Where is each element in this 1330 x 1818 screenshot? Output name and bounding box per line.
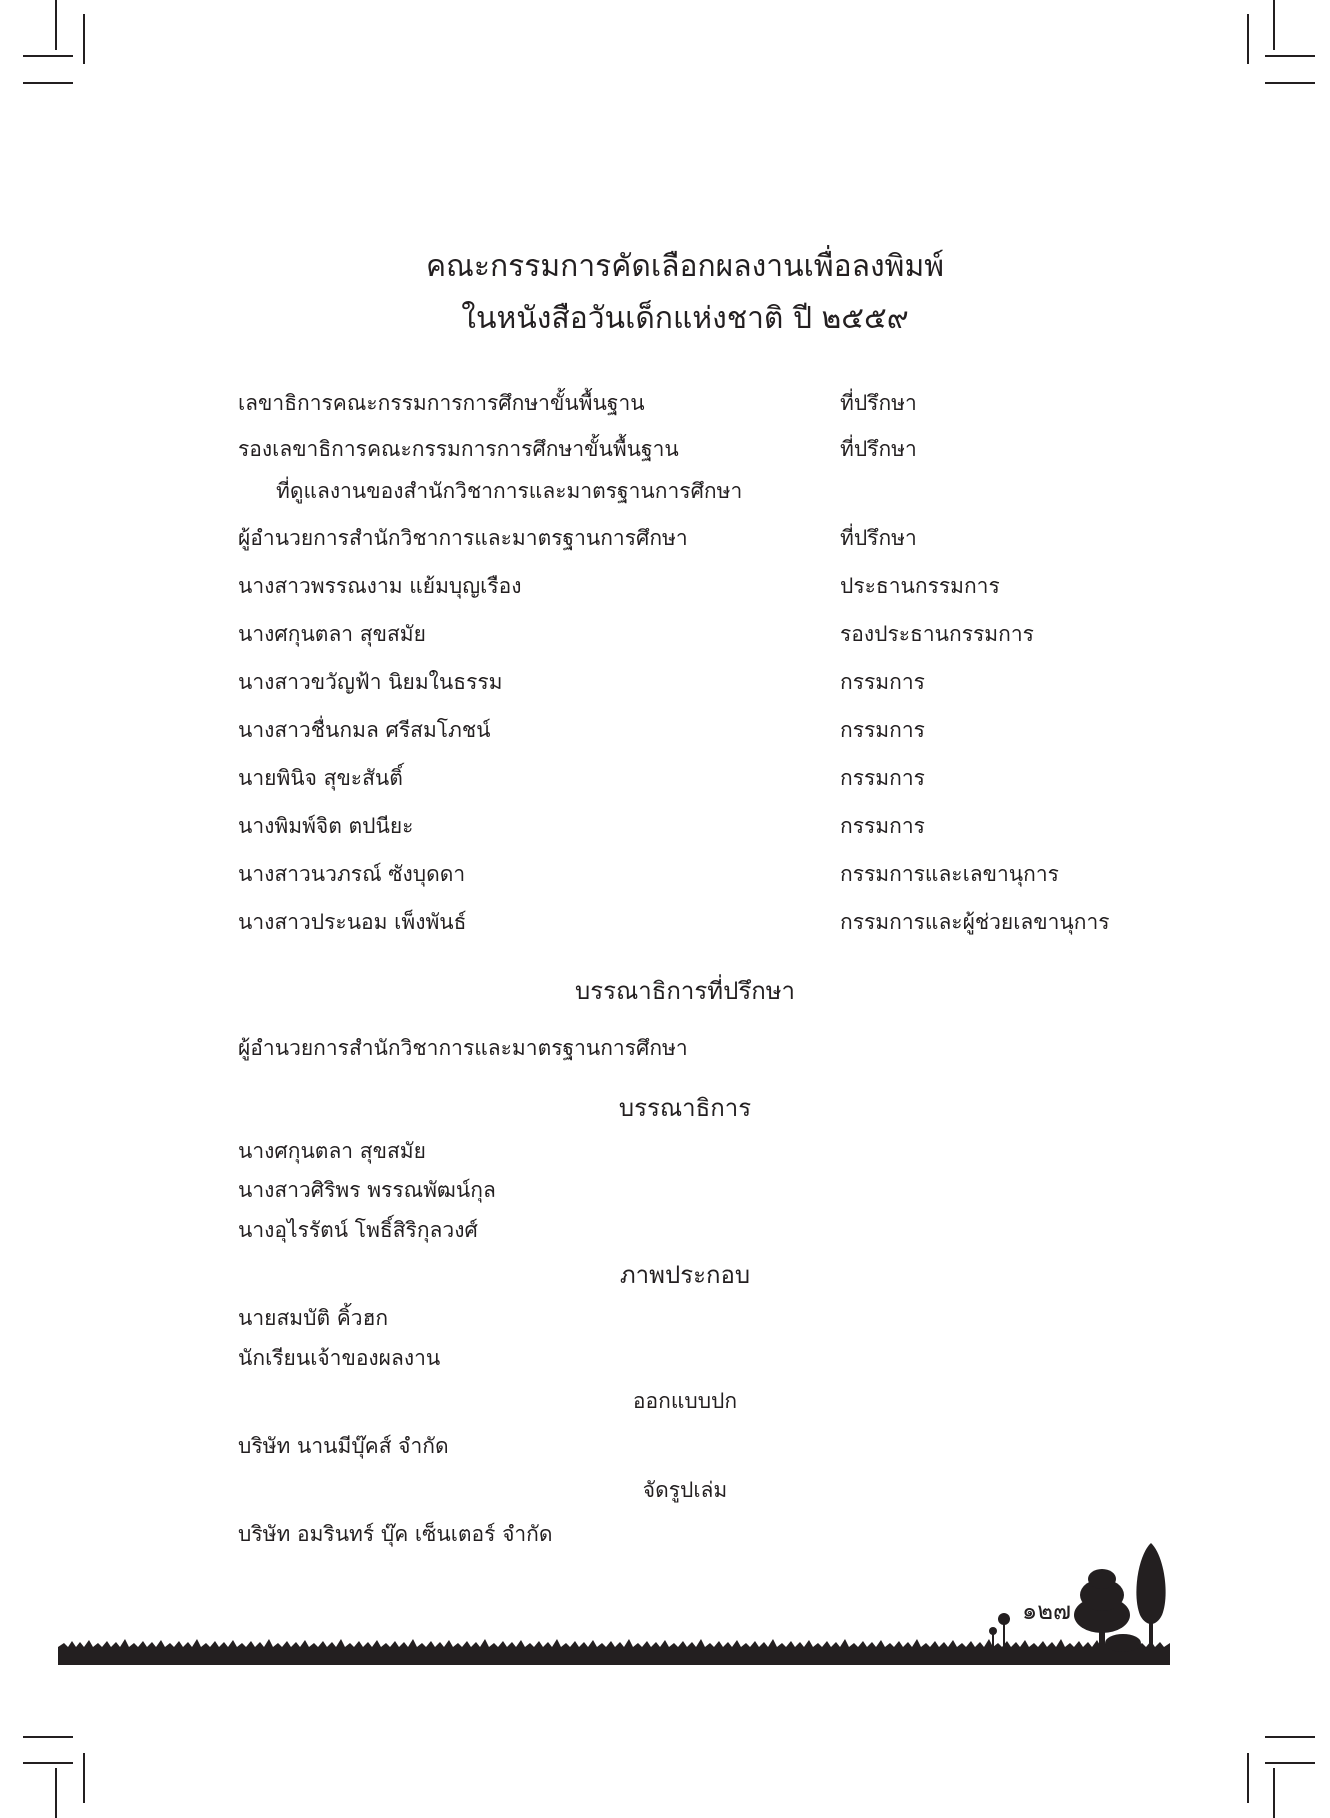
crop-mark: [55, 1768, 57, 1818]
member-role: ที่ปรึกษา: [840, 526, 917, 550]
page-subtitle: ในหนังสือวันเด็กแห่งชาติ ปี ๒๕๕๙: [461, 301, 909, 336]
editorial-advisor-name: ผู้อำนวยการสำนักวิชาการและมาตรฐานการศึกษา: [238, 1036, 688, 1060]
crop-mark: [83, 1753, 85, 1803]
crop-mark: [23, 1736, 73, 1738]
committee-row: [238, 857, 1138, 891]
member-role: ประธานกรรมการ: [840, 574, 1000, 598]
crop-mark: [1265, 1762, 1315, 1764]
member-role: กรรมการและเลขานุการ: [840, 862, 1059, 886]
member-name: ผู้อำนวยการสำนักวิชาการและมาตรฐานการศึกษา: [238, 526, 688, 550]
member-name: เลขาธิการคณะกรรมการการศึกษาขั้นพื้นฐาน: [238, 391, 645, 415]
member-name: นางศกุนตลา สุขสมัย: [238, 622, 426, 646]
crop-mark: [1247, 14, 1249, 64]
member-role: กรรมการ: [840, 670, 925, 694]
committee-row-continuation: [238, 474, 1138, 508]
crop-mark: [23, 1762, 73, 1764]
crop-mark: [83, 14, 85, 64]
bush-icon: [1105, 1634, 1141, 1652]
section-heading-cover-design: ออกแบบปก: [632, 1389, 738, 1413]
member-name: นางสาวนวภรณ์ ซังบุดดา: [238, 862, 466, 886]
crop-mark: [23, 55, 73, 57]
committee-row: [238, 617, 1138, 651]
illustrator-name: นายสมบัติ คิ้วฮก: [238, 1306, 389, 1330]
editor-name: นางศกุนตลา สุขสมัย: [238, 1139, 426, 1163]
member-name: รองเลขาธิการคณะกรรมการการศึกษาขั้นพื้นฐาน: [238, 437, 679, 461]
crop-mark: [23, 82, 73, 84]
member-role: กรรมการและผู้ช่วยเลขานุการ: [840, 910, 1110, 934]
committee-row: [238, 665, 1138, 699]
crop-mark: [1265, 1736, 1315, 1738]
committee-row: [238, 569, 1138, 603]
committee-row: [238, 713, 1138, 747]
member-name: นางพิมพ์จิต ตปนียะ: [238, 814, 414, 838]
layout-company-name: บริษัท อมรินทร์ บุ๊ค เซ็นเตอร์ จำกัด: [238, 1522, 553, 1546]
section-heading-editorial-advisor: บรรณาธิการที่ปรึกษา: [574, 977, 796, 1005]
member-name: ที่ดูแลงานของสำนักวิชาการและมาตรฐานการศึกษา: [276, 479, 743, 503]
member-role: รองประธานกรรมการ: [840, 622, 1034, 646]
member-role: กรรมการ: [840, 766, 925, 790]
crop-mark: [1273, 0, 1275, 50]
committee-row: [238, 905, 1138, 939]
crop-mark: [1247, 1753, 1249, 1803]
committee-row: [238, 432, 1138, 466]
cover-designer-name: บริษัท นานมีบุ๊คส์ จำกัด: [238, 1434, 449, 1458]
committee-row: [238, 809, 1138, 843]
crop-mark: [1265, 82, 1315, 84]
crop-mark: [55, 0, 57, 50]
member-name: นางสาวขวัญฟ้า นิยมในธรรม: [238, 670, 503, 694]
crop-mark: [1265, 55, 1315, 57]
section-heading-illustration: ภาพประกอบ: [619, 1261, 751, 1289]
committee-row: [238, 521, 1138, 555]
member-name: นายพินิจ สุขะสันติ์: [238, 766, 403, 790]
member-role: ที่ปรึกษา: [840, 391, 917, 415]
member-name: นางสาวประนอม เพ็งพันธ์: [238, 910, 467, 934]
illustrator-name: นักเรียนเจ้าของผลงาน: [238, 1346, 441, 1370]
editor-name: นางสาวศิริพร พรรณพัฒน์กุล: [238, 1178, 496, 1202]
tall-tree-icon: [1136, 1543, 1165, 1647]
page-title: คณะกรรมการคัดเลือกผลงานเพื่อลงพิมพ์: [425, 249, 945, 284]
committee-row: [238, 761, 1138, 795]
section-heading-layout: จัดรูปเล่ม: [642, 1478, 728, 1502]
editor-name: นางอุไรรัตน์ โพธิ์สิริกุลวงศ์: [238, 1218, 478, 1242]
member-role: กรรมการ: [840, 718, 925, 742]
crop-mark: [1273, 1768, 1275, 1818]
committee-row: [238, 386, 1138, 420]
member-role: กรรมการ: [840, 814, 925, 838]
member-role: ที่ปรึกษา: [840, 437, 917, 461]
member-name: นางสาวพรรณงาม แย้มบุญเรือง: [238, 574, 522, 598]
page-number: ๑๒๗: [1022, 1597, 1072, 1625]
member-name: นางสาวชื่นกมล ศรีสมโภชน์: [238, 718, 491, 742]
section-heading-editors: บรรณาธิการ: [618, 1094, 752, 1122]
footer-grass-trees-icon: [58, 1535, 1170, 1665]
